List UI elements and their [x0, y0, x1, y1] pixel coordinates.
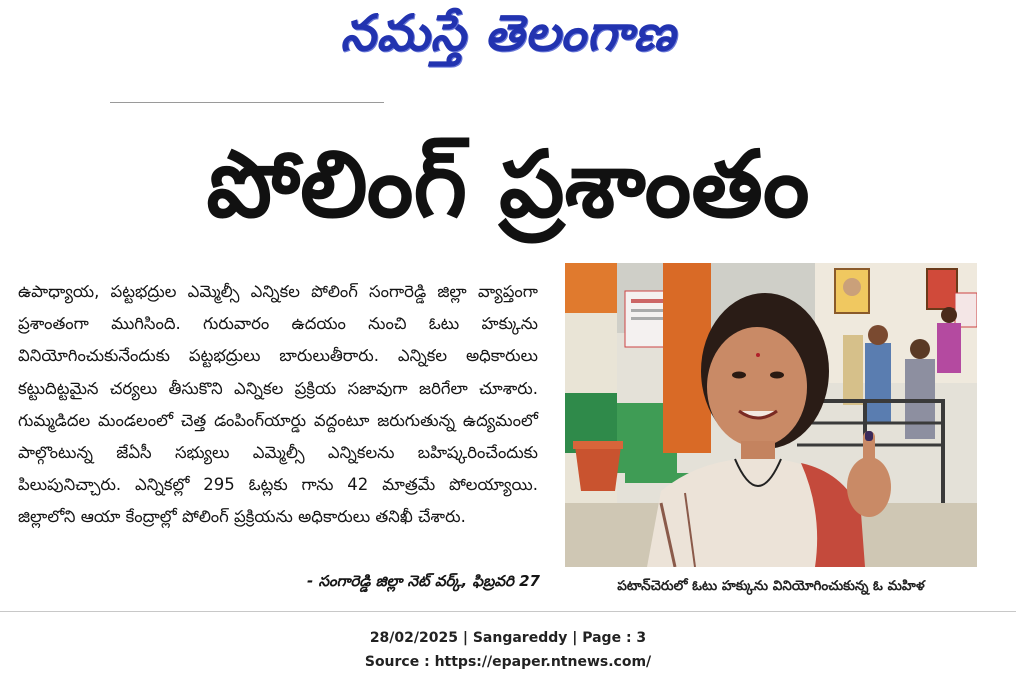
headline: [0, 110, 1016, 260]
footer-meta: 28/02/2025 | Sangareddy | Page : 3: [369, 630, 647, 646]
footer-source-link[interactable]: https://epaper.ntnews.com/: [434, 654, 652, 670]
masthead: [0, 4, 1016, 76]
article-dateline: - సంగారెడ్డి జిల్లా నెట్ వర్క్, ఫిబ్రవరి 27: [307, 572, 540, 590]
footer-divider: [0, 611, 1016, 612]
footer-source: [0, 650, 1016, 674]
headline-text: పోలింగ్ ప్రశాంతం: [206, 131, 810, 238]
masthead-title: నమస్తే తెలంగాణ: [340, 4, 676, 62]
photo-caption: పటాన్‌చెరులో ఓటు హక్కును వినియోగించుకున్న ఓ మహిళ: [617, 578, 925, 594]
photo-illustration: [565, 263, 977, 567]
footer-source-label: Source :: [364, 654, 435, 670]
article-body: [18, 276, 538, 566]
masthead-rule: [110, 102, 384, 103]
article-photo: [565, 263, 977, 567]
footer: [0, 626, 1016, 676]
article-paragraph: ఉపాధ్యాయ, పట్టభద్రుల ఎమ్మెల్సీ ఎన్నికల పోలింగ్ సంగారెడ్డి జిల్లా వ్యాప్తంగా ప్రశాంతంగా ముగిసింది. గురువారం ఉదయం నుంచి ఓటు హక్కును వినియోగించుకునేందుకు పట్టభద్రులు బారులుతీరారు. ఎన్నికల అధికారులు కట్టుదిట్టమైన చర్యలు తీసుకొని ఎన్నికల ప్రక్రియ సజావుగా జరిగేలా చూశారు. గుమ్మడిదల మండలంలో చెత్త డంపింగ్‌యార్డు వద్దంటూ జరుగుతున్న ఉద్యమంలో పాల్గొంటున్న జేఏసీ సభ్యులు ఎమ్మెల్సీ ఎన్నికలను బహిష్కరించేందుకు పిలుపునిచ్చారు. ఎన్నికల్లో 295 ఓట్లకు గాను 42 మాత్రమే పోలయ్యాయి. జిల్లాలోని ఆయా కేంద్రాల్లో పోలింగ్ ప్రక్రియను అధికారులు తనిఖీ చేశారు.: [18, 282, 538, 527]
